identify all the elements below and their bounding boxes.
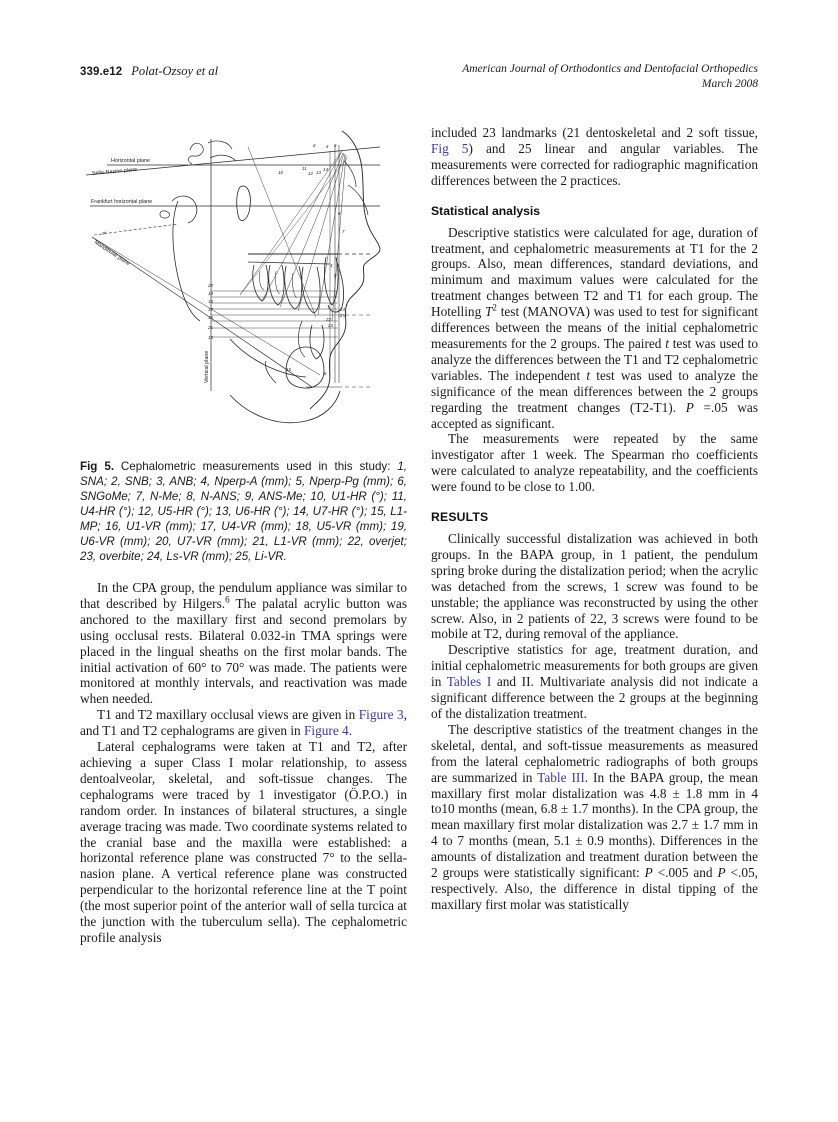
label-vertical-plane: Vertical plane — [204, 350, 210, 383]
svg-text:25: 25 — [340, 313, 345, 318]
xref-figure-4[interactable]: Figure 4 — [304, 723, 349, 739]
heading-statistical-analysis: Statistical analysis — [431, 203, 541, 218]
figure-caption-items: 1, SNA; 2, SNB; 3, ANB; 4, Nperp-A (mm); 5, Nperp-Pg (mm); 6, SNGoMe; 7, N-Me; 8, N-ANS; 9, ANS-Me; 10, U1-HR (°); 11, U4-HR (°); 12, U5-HR (°); 13, U6-HR (°); 14, U7-HR (°); 15, L1-MP; 16, U1-VR (mm); 17, U4-VR (mm); 18, U5-VR (mm); 19, U6-VR (mm); 20, U7-VR (mm); 21, L1-VR (mm); 22, overjet; 23, overbite; 24, Ls-VR (mm); 25, Li-VR. — [80, 460, 407, 563]
svg-text:8: 8 — [338, 211, 341, 216]
svg-text:11: 11 — [302, 166, 307, 171]
svg-text:17: 17 — [208, 307, 213, 312]
footnote-ref-6: 6 — [225, 594, 230, 605]
label-frankfurt-plane: Frankfurt horizontal plane — [91, 199, 153, 205]
svg-text:20: 20 — [208, 283, 213, 288]
right-paragraph-6: The descriptive statistics of the treatment changes in the skeletal, dental, and soft-tissue measurements as measured from the lateral cephalometric radiographs of both groups are summarized in Table III. In the BAPA group, the mean maxillary first molar distalization was 4.8 ± 1.8 mm in 4 to10 months (mean, 6.8 ± 1.7 months). In the CPA group, the mean maxillary first molar distalization was 2.7 ± 1.7 mm in 4 to 7 months (mean, 5.1 ± 0.9 months). Differences in the amounts of distalization and treatment duration between the 2 groups were statistically significant: P <.005 and P <.05, respectively. Also, the difference in distal tipping of the maxillary first molar was statistically — [431, 721, 758, 912]
left-paragraph-3: Lateral cephalograms were taken at T1 and T2, after achieving a super Class I molar relationship, to assess dentoalveolar, skeletal, and soft-tissue changes. The cephalograms were traced by 1 investigator (Ö.P.O.) in random order. In instances of bilateral structures, a single average tracing was made. Two coordinate systems related to the cranial base and the maxilla were established: a horizontal reference plane was constructed 7° to the sella-nasion plane. A vertical reference plane was constructed perpendicular to the horizontal reference line at the T point (the most superior point of the anterior wall of sella turcica at the junction with the tuberculum sella). The cephalometric profile analysis — [80, 739, 407, 945]
figure-caption-lead: Cephalometric measurements used in this study: — [120, 460, 391, 473]
svg-text:19: 19 — [208, 291, 213, 296]
label-angle-7deg: 7° — [102, 231, 107, 236]
left-paragraph-2: T1 and T2 maxillary occlusal views are given in Figure 3, and T1 and T2 cephalograms are given in Figure 4. — [80, 707, 407, 739]
label-horizontal-plane: Horizontal plane — [111, 158, 150, 164]
right-paragraph-4: Clinically successful distalization was achieved in both groups. In the BAPA group, in 1 patient, the pendulum spring broke during the distalization period; when the acrylic was detached from the screws, 1 screw was found to be unstable; the appliance was reconstructed by using the other screw. Also, in 2 patients of 22, 3 screws were found to be mobile at T2, during removal of the appliance. — [431, 531, 758, 642]
running-head-authors: Polat-Ozsoy et al — [131, 64, 219, 78]
svg-text:23: 23 — [328, 323, 333, 328]
figure-5-caption — [80, 459, 407, 564]
svg-text:13: 13 — [316, 170, 321, 175]
svg-text:18: 18 — [208, 299, 213, 304]
svg-text:5: 5 — [334, 143, 337, 148]
running-head — [80, 62, 758, 102]
journal-title: American Journal of Orthodontics and Dentofacial Orthopedics — [462, 63, 758, 75]
running-head-left — [80, 62, 218, 80]
right-paragraph-3: The measurements were repeated by the same investigator after 1 week. The Spearman rho coefficients were calculated to analyze repeatability, and the coefficients were found to be close to 1.00. — [431, 431, 758, 495]
right-column — [431, 125, 758, 913]
svg-text:4: 4 — [330, 263, 333, 268]
svg-text:22: 22 — [326, 317, 331, 322]
svg-text:6: 6 — [324, 371, 327, 376]
xref-fig-5[interactable]: Fig 5 — [431, 140, 469, 156]
svg-text:24: 24 — [340, 307, 345, 312]
heading-results: RESULTS — [431, 510, 489, 525]
svg-text:10: 10 — [278, 170, 283, 175]
xref-table-3[interactable]: Table III — [537, 769, 585, 785]
label-mandibular-plane: Mandibular plane — [92, 239, 131, 268]
running-head-right — [462, 62, 758, 92]
svg-text:12: 12 — [308, 171, 313, 176]
xref-tables-1[interactable]: Tables I — [446, 674, 492, 690]
svg-text:21: 21 — [208, 325, 213, 330]
right-paragraph-1: included 23 landmarks (21 dentoskeletal and 2 soft tissue, Fig 5) and 25 linear and angular variables. The measurements were corrected for radiographic magnification differences between the 2 practices. — [431, 125, 758, 188]
left-paragraph-1: In the CPA group, the pendulum appliance was similar to that described by Hilgers.$^6$ The palatal acrylic button was anchored to the maxillary first and second premolars by using occlusal rests. Bilateral 0.032-in TMA springs were placed in the lingual sheaths on the first molar bands. The initial activation of 60° to 70° was made. The patients were monitored at monthly intervals, and reactivation was made when needed. — [80, 580, 407, 707]
svg-text:15: 15 — [208, 335, 213, 340]
label-sella-nasion-plane: Sella-Nasion plane — [91, 166, 138, 177]
right-paragraph-5: Descriptive statistics for age, treatment duration, and initial cephalometric measurements for both groups are given in Tables I and II. Multivariate analysis did not indicate a significant difference between the 2 groups at the beginning of the distalization treatment. — [431, 642, 758, 721]
right-paragraph-2: Descriptive statistics were calculated for age, duration of treatment, and cephalometric measurements at T1 for the 2 groups. Also, mean differences, standard deviations, and minimum and maximum values were calculated for the treatment changes between T2 and T1 for each group. The Hotelling $T^2$ test (MANOVA) was used to test for significant differences between the means of the initial cephalometric measurements for the 2 groups. The paired t test was used to analyze the differences between the T1 and T2 cephalometric variables. The independent t test was used to analyze the significance of the mean differences between the 2 groups regarding the treatment changes (T2-T1). P =.05 was accepted as significant. — [431, 224, 758, 431]
svg-text:9: 9 — [334, 273, 337, 278]
svg-text:7: 7 — [342, 229, 345, 234]
svg-text:3: 3 — [313, 143, 316, 148]
xref-figure-3[interactable]: Figure 3 — [358, 707, 404, 723]
page-folio: 339.e12 — [80, 66, 123, 78]
svg-text:4: 4 — [326, 144, 329, 149]
svg-text:16: 16 — [208, 315, 213, 320]
figure-5-image — [80, 125, 407, 447]
svg-text:15: 15 — [286, 367, 291, 372]
figure-caption-label: Fig 5. — [80, 460, 115, 473]
left-column — [80, 125, 407, 946]
svg-text:14: 14 — [323, 167, 328, 172]
issue-date: March 2008 — [701, 78, 758, 90]
